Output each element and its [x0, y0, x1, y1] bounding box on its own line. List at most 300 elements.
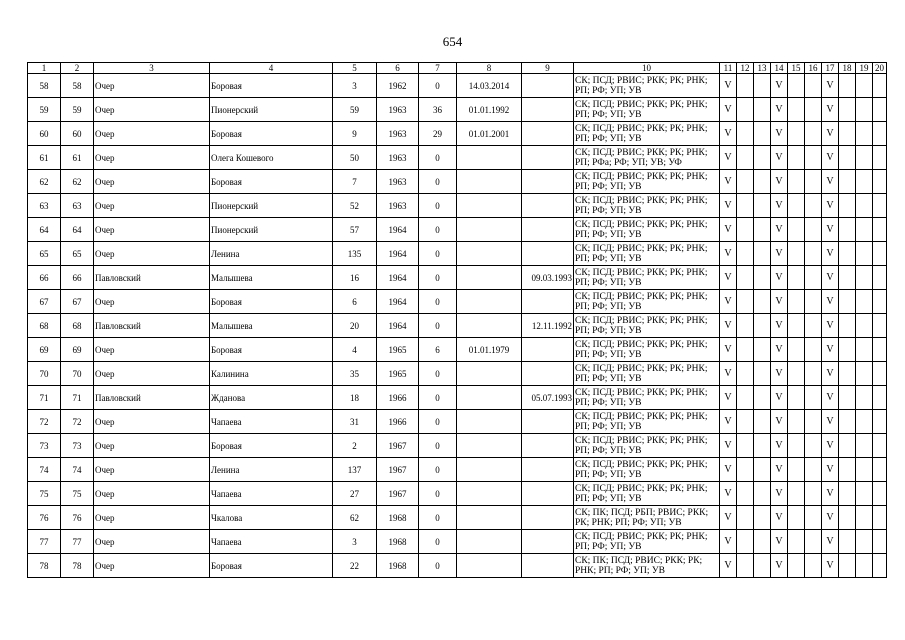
cell-col-4: Чкалова	[210, 506, 333, 530]
cell-col-5: 3	[333, 530, 377, 554]
cell-codes: СК; ПСД; РВИС; РКК; РК; РНК; РП; РФа; РФ; УП; УВ; УФ	[574, 146, 720, 170]
cell-mark-col-18	[839, 98, 856, 122]
cell-mark-col-11: V	[720, 314, 737, 338]
cell-mark-col-19	[856, 386, 873, 410]
cell-mark-col-11: V	[720, 554, 737, 578]
cell-col-9: 09.03.1993	[522, 266, 574, 290]
cell-mark-col-16	[805, 170, 822, 194]
table-row	[28, 386, 887, 410]
cell-mark-col-19	[856, 362, 873, 386]
cell-col-1: 63	[28, 194, 61, 218]
cell-mark-col-20	[873, 410, 887, 434]
cell-mark-col-16	[805, 242, 822, 266]
cell-col-3: Очер	[94, 218, 210, 242]
cell-mark-col-18	[839, 290, 856, 314]
cell-mark-col-11: V	[720, 434, 737, 458]
cell-mark-col-17: V	[822, 410, 839, 434]
cell-mark-col-15	[788, 362, 805, 386]
cell-col-7: 0	[419, 554, 457, 578]
cell-col-1: 70	[28, 362, 61, 386]
cell-col-3: Очер	[94, 506, 210, 530]
cell-col-2: 60	[61, 122, 94, 146]
table-row	[28, 338, 887, 362]
cell-codes: СК; ПСД; РВИС; РКК; РК; РНК; РП; РФ; УП; УВ	[574, 194, 720, 218]
cell-col-3: Очер	[94, 74, 210, 98]
cell-mark-col-14: V	[771, 146, 788, 170]
cell-col-4: Пионерский	[210, 98, 333, 122]
cell-mark-col-20	[873, 530, 887, 554]
table-row	[28, 146, 887, 170]
cell-col-8	[457, 362, 522, 386]
cell-col-2: 72	[61, 410, 94, 434]
cell-mark-col-18	[839, 362, 856, 386]
cell-mark-col-14: V	[771, 314, 788, 338]
cell-col-4: Ленина	[210, 458, 333, 482]
cell-codes: СК; ПСД; РВИС; РКК; РК; РНК; РП; РФ; УП; УВ	[574, 218, 720, 242]
cell-col-5: 135	[333, 242, 377, 266]
column-header-6: 6	[377, 63, 419, 74]
cell-mark-col-17: V	[822, 218, 839, 242]
cell-mark-col-12	[737, 410, 754, 434]
cell-mark-col-14: V	[771, 482, 788, 506]
cell-mark-col-11: V	[720, 482, 737, 506]
column-header-2: 2	[61, 63, 94, 74]
cell-mark-col-20	[873, 122, 887, 146]
cell-col-7: 0	[419, 266, 457, 290]
cell-col-6: 1964	[377, 266, 419, 290]
cell-col-8	[457, 554, 522, 578]
cell-col-6: 1963	[377, 98, 419, 122]
header-row	[28, 63, 887, 74]
cell-mark-col-16	[805, 314, 822, 338]
cell-col-9	[522, 458, 574, 482]
cell-mark-col-17: V	[822, 386, 839, 410]
cell-mark-col-13	[754, 554, 771, 578]
cell-col-2: 76	[61, 506, 94, 530]
table-row	[28, 362, 887, 386]
cell-mark-col-16	[805, 554, 822, 578]
cell-mark-col-19	[856, 410, 873, 434]
cell-mark-col-18	[839, 554, 856, 578]
cell-col-2: 58	[61, 74, 94, 98]
cell-mark-col-18	[839, 386, 856, 410]
cell-mark-col-18	[839, 506, 856, 530]
cell-mark-col-19	[856, 194, 873, 218]
cell-col-5: 62	[333, 506, 377, 530]
cell-mark-col-14: V	[771, 434, 788, 458]
column-header-3: 3	[94, 63, 210, 74]
cell-col-5: 27	[333, 482, 377, 506]
cell-col-5: 50	[333, 146, 377, 170]
cell-col-5: 4	[333, 338, 377, 362]
cell-col-5: 7	[333, 170, 377, 194]
cell-col-7: 6	[419, 338, 457, 362]
cell-mark-col-14: V	[771, 386, 788, 410]
cell-col-6: 1965	[377, 362, 419, 386]
cell-col-5: 137	[333, 458, 377, 482]
cell-mark-col-16	[805, 530, 822, 554]
cell-mark-col-12	[737, 506, 754, 530]
cell-col-2: 63	[61, 194, 94, 218]
column-header-11: 11	[720, 63, 737, 74]
cell-mark-col-13	[754, 434, 771, 458]
cell-mark-col-16	[805, 194, 822, 218]
cell-mark-col-13	[754, 338, 771, 362]
cell-col-8: 01.01.1979	[457, 338, 522, 362]
cell-mark-col-11: V	[720, 218, 737, 242]
cell-col-6: 1962	[377, 74, 419, 98]
cell-mark-col-11: V	[720, 146, 737, 170]
cell-col-9: 05.07.1993	[522, 386, 574, 410]
cell-col-7: 0	[419, 74, 457, 98]
cell-mark-col-17: V	[822, 314, 839, 338]
cell-col-6: 1964	[377, 290, 419, 314]
cell-codes: СК; ПСД; РВИС; РКК; РК; РНК; РП; РФ; УП; УВ	[574, 434, 720, 458]
cell-col-8	[457, 290, 522, 314]
cell-mark-col-12	[737, 530, 754, 554]
cell-col-1: 73	[28, 434, 61, 458]
cell-col-5: 57	[333, 218, 377, 242]
cell-mark-col-12	[737, 122, 754, 146]
cell-mark-col-16	[805, 458, 822, 482]
cell-col-6: 1965	[377, 338, 419, 362]
cell-col-9	[522, 482, 574, 506]
cell-col-4: Чапаева	[210, 482, 333, 506]
cell-col-5: 18	[333, 386, 377, 410]
cell-mark-col-16	[805, 290, 822, 314]
cell-col-9	[522, 530, 574, 554]
cell-mark-col-18	[839, 146, 856, 170]
cell-mark-col-14: V	[771, 410, 788, 434]
cell-col-2: 78	[61, 554, 94, 578]
cell-col-1: 78	[28, 554, 61, 578]
cell-mark-col-15	[788, 482, 805, 506]
cell-codes: СК; ПСД; РВИС; РКК; РК; РНК; РП; РФ; УП; УВ	[574, 338, 720, 362]
column-header-8: 8	[457, 63, 522, 74]
cell-col-7: 0	[419, 506, 457, 530]
table-row	[28, 170, 887, 194]
cell-mark-col-12	[737, 290, 754, 314]
cell-mark-col-19	[856, 146, 873, 170]
table-row	[28, 98, 887, 122]
cell-col-6: 1964	[377, 242, 419, 266]
cell-mark-col-11: V	[720, 122, 737, 146]
column-header-1: 1	[28, 63, 61, 74]
cell-col-8	[457, 242, 522, 266]
cell-col-4: Олега Кошевого	[210, 146, 333, 170]
cell-col-3: Очер	[94, 122, 210, 146]
cell-col-7: 36	[419, 98, 457, 122]
cell-mark-col-18	[839, 482, 856, 506]
cell-mark-col-14: V	[771, 170, 788, 194]
cell-mark-col-11: V	[720, 170, 737, 194]
cell-mark-col-20	[873, 242, 887, 266]
cell-codes: СК; ПСД; РВИС; РКК; РК; РНК; РП; РФ; УП; УВ	[574, 266, 720, 290]
cell-mark-col-17: V	[822, 458, 839, 482]
cell-mark-col-20	[873, 434, 887, 458]
cell-col-3: Павловский	[94, 266, 210, 290]
cell-col-9	[522, 362, 574, 386]
cell-col-8	[457, 314, 522, 338]
cell-col-9	[522, 410, 574, 434]
cell-col-4: Пионерский	[210, 194, 333, 218]
cell-mark-col-15	[788, 242, 805, 266]
cell-col-4: Боровая	[210, 170, 333, 194]
cell-mark-col-16	[805, 386, 822, 410]
cell-mark-col-13	[754, 410, 771, 434]
cell-mark-col-14: V	[771, 362, 788, 386]
cell-mark-col-15	[788, 314, 805, 338]
cell-col-4: Боровая	[210, 74, 333, 98]
cell-mark-col-15	[788, 266, 805, 290]
cell-col-8	[457, 146, 522, 170]
cell-mark-col-12	[737, 386, 754, 410]
cell-col-5: 20	[333, 314, 377, 338]
column-header-13: 13	[754, 63, 771, 74]
cell-col-3: Павловский	[94, 314, 210, 338]
cell-col-1: 62	[28, 170, 61, 194]
cell-mark-col-19	[856, 74, 873, 98]
cell-col-8	[457, 506, 522, 530]
cell-mark-col-14: V	[771, 530, 788, 554]
cell-col-8	[457, 482, 522, 506]
cell-mark-col-19	[856, 482, 873, 506]
column-header-12: 12	[737, 63, 754, 74]
cell-mark-col-19	[856, 122, 873, 146]
cell-mark-col-14: V	[771, 458, 788, 482]
cell-mark-col-20	[873, 314, 887, 338]
cell-mark-col-18	[839, 170, 856, 194]
cell-mark-col-16	[805, 506, 822, 530]
cell-col-7: 0	[419, 458, 457, 482]
cell-mark-col-12	[737, 170, 754, 194]
cell-mark-col-13	[754, 290, 771, 314]
cell-col-6: 1963	[377, 146, 419, 170]
cell-col-1: 76	[28, 506, 61, 530]
cell-mark-col-15	[788, 458, 805, 482]
cell-mark-col-15	[788, 218, 805, 242]
cell-mark-col-16	[805, 362, 822, 386]
cell-col-9	[522, 98, 574, 122]
cell-mark-col-12	[737, 482, 754, 506]
cell-col-3: Очер	[94, 554, 210, 578]
cell-mark-col-18	[839, 218, 856, 242]
cell-col-4: Боровая	[210, 338, 333, 362]
cell-mark-col-17: V	[822, 146, 839, 170]
cell-mark-col-14: V	[771, 218, 788, 242]
cell-mark-col-11: V	[720, 386, 737, 410]
cell-mark-col-14: V	[771, 506, 788, 530]
cell-mark-col-16	[805, 482, 822, 506]
cell-col-3: Очер	[94, 194, 210, 218]
cell-col-7: 0	[419, 218, 457, 242]
cell-col-1: 74	[28, 458, 61, 482]
cell-mark-col-11: V	[720, 194, 737, 218]
cell-mark-col-12	[737, 338, 754, 362]
cell-mark-col-14: V	[771, 122, 788, 146]
cell-mark-col-12	[737, 266, 754, 290]
column-header-7: 7	[419, 63, 457, 74]
cell-col-5: 52	[333, 194, 377, 218]
table-row	[28, 554, 887, 578]
cell-mark-col-17: V	[822, 122, 839, 146]
cell-col-9	[522, 242, 574, 266]
cell-col-7: 0	[419, 362, 457, 386]
cell-col-6: 1967	[377, 434, 419, 458]
cell-mark-col-20	[873, 506, 887, 530]
table-row	[28, 458, 887, 482]
cell-codes: СК; ПСД; РВИС; РКК; РК; РНК; РП; РФ; УП; УВ	[574, 122, 720, 146]
cell-col-9	[522, 554, 574, 578]
cell-col-8	[457, 266, 522, 290]
cell-col-4: Пионерский	[210, 218, 333, 242]
cell-mark-col-19	[856, 434, 873, 458]
cell-col-7: 0	[419, 170, 457, 194]
cell-col-9	[522, 146, 574, 170]
cell-col-9	[522, 506, 574, 530]
cell-col-4: Малышева	[210, 314, 333, 338]
cell-mark-col-20	[873, 170, 887, 194]
cell-mark-col-16	[805, 434, 822, 458]
cell-col-7: 0	[419, 530, 457, 554]
table-row	[28, 122, 887, 146]
cell-col-7: 0	[419, 482, 457, 506]
cell-col-6: 1967	[377, 482, 419, 506]
cell-col-1: 68	[28, 314, 61, 338]
cell-col-9	[522, 434, 574, 458]
cell-mark-col-19	[856, 506, 873, 530]
cell-col-2: 73	[61, 434, 94, 458]
cell-mark-col-16	[805, 98, 822, 122]
cell-mark-col-12	[737, 194, 754, 218]
cell-col-1: 60	[28, 122, 61, 146]
cell-mark-col-17: V	[822, 482, 839, 506]
cell-col-4: Боровая	[210, 434, 333, 458]
cell-mark-col-13	[754, 170, 771, 194]
cell-col-3: Очер	[94, 434, 210, 458]
cell-mark-col-19	[856, 554, 873, 578]
column-header-4: 4	[210, 63, 333, 74]
cell-mark-col-19	[856, 314, 873, 338]
cell-col-4: Калинина	[210, 362, 333, 386]
cell-mark-col-11: V	[720, 74, 737, 98]
cell-mark-col-15	[788, 338, 805, 362]
cell-mark-col-12	[737, 74, 754, 98]
cell-col-9	[522, 122, 574, 146]
cell-col-4: Чапаева	[210, 410, 333, 434]
cell-mark-col-18	[839, 242, 856, 266]
cell-col-3: Очер	[94, 146, 210, 170]
cell-col-2: 61	[61, 146, 94, 170]
column-header-9: 9	[522, 63, 574, 74]
cell-mark-col-14: V	[771, 338, 788, 362]
cell-col-7: 0	[419, 194, 457, 218]
cell-codes: СК; ПСД; РВИС; РКК; РК; РНК; РП; РФ; УП; УВ	[574, 362, 720, 386]
cell-col-6: 1966	[377, 410, 419, 434]
cell-mark-col-12	[737, 458, 754, 482]
cell-codes: СК; ПСД; РВИС; РКК; РК; РНК; РП; РФ; УП; УВ	[574, 482, 720, 506]
cell-mark-col-19	[856, 218, 873, 242]
cell-col-1: 71	[28, 386, 61, 410]
cell-col-3: Очер	[94, 530, 210, 554]
cell-mark-col-20	[873, 338, 887, 362]
cell-col-1: 69	[28, 338, 61, 362]
cell-mark-col-18	[839, 434, 856, 458]
cell-mark-col-20	[873, 266, 887, 290]
cell-mark-col-18	[839, 314, 856, 338]
cell-mark-col-20	[873, 194, 887, 218]
cell-mark-col-16	[805, 266, 822, 290]
cell-codes: СК; ПСД; РВИС; РКК; РК; РНК; РП; РФ; УП; УВ	[574, 74, 720, 98]
cell-mark-col-19	[856, 266, 873, 290]
cell-col-3: Очер	[94, 362, 210, 386]
cell-mark-col-19	[856, 530, 873, 554]
cell-mark-col-12	[737, 434, 754, 458]
table-row	[28, 530, 887, 554]
cell-col-2: 69	[61, 338, 94, 362]
table-body	[28, 74, 887, 578]
cell-col-8	[457, 458, 522, 482]
cell-mark-col-13	[754, 122, 771, 146]
cell-mark-col-20	[873, 386, 887, 410]
cell-col-3: Очер	[94, 338, 210, 362]
cell-mark-col-20	[873, 146, 887, 170]
table-row	[28, 506, 887, 530]
cell-col-8	[457, 170, 522, 194]
cell-mark-col-15	[788, 410, 805, 434]
table-row	[28, 218, 887, 242]
cell-col-2: 74	[61, 458, 94, 482]
cell-mark-col-13	[754, 482, 771, 506]
cell-codes: СК; ПСД; РВИС; РКК; РК; РНК; РП; РФ; УП; УВ	[574, 530, 720, 554]
cell-mark-col-13	[754, 218, 771, 242]
cell-col-9	[522, 338, 574, 362]
cell-mark-col-14: V	[771, 266, 788, 290]
cell-codes: СК; ПСД; РВИС; РКК; РК; РНК; РП; РФ; УП; УВ	[574, 170, 720, 194]
cell-col-9	[522, 194, 574, 218]
cell-col-5: 22	[333, 554, 377, 578]
column-header-18: 18	[839, 63, 856, 74]
table-row	[28, 194, 887, 218]
cell-mark-col-13	[754, 458, 771, 482]
cell-col-2: 67	[61, 290, 94, 314]
cell-col-8: 01.01.2001	[457, 122, 522, 146]
cell-mark-col-12	[737, 314, 754, 338]
cell-mark-col-20	[873, 554, 887, 578]
cell-mark-col-14: V	[771, 194, 788, 218]
cell-codes: СК; ПСД; РВИС; РКК; РК; РНК; РП; РФ; УП; УВ	[574, 314, 720, 338]
cell-mark-col-14: V	[771, 98, 788, 122]
cell-mark-col-18	[839, 74, 856, 98]
column-header-14: 14	[771, 63, 788, 74]
cell-col-7: 0	[419, 290, 457, 314]
cell-col-4: Малышева	[210, 266, 333, 290]
cell-mark-col-18	[839, 194, 856, 218]
cell-mark-col-13	[754, 506, 771, 530]
page-number: 654	[442, 34, 463, 49]
cell-mark-col-18	[839, 338, 856, 362]
cell-codes: СК; ПК; ПСД; РБП; РВИС; РКК; РК; РНК; РП; РФ; УП; УВ	[574, 506, 720, 530]
cell-col-9	[522, 290, 574, 314]
cell-mark-col-16	[805, 74, 822, 98]
cell-mark-col-11: V	[720, 506, 737, 530]
cell-mark-col-12	[737, 98, 754, 122]
cell-col-8	[457, 434, 522, 458]
cell-mark-col-18	[839, 122, 856, 146]
cell-mark-col-17: V	[822, 194, 839, 218]
cell-mark-col-18	[839, 410, 856, 434]
cell-mark-col-16	[805, 122, 822, 146]
